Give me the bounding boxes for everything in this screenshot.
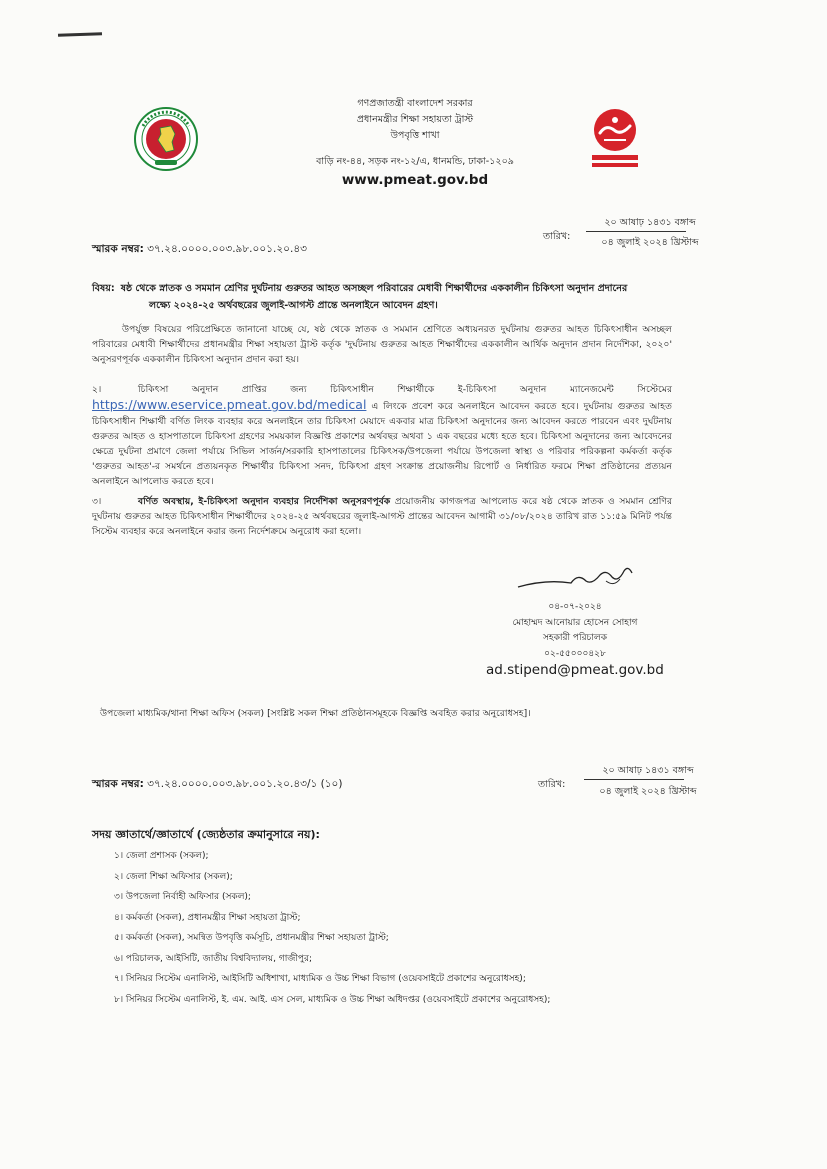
distribution-item: ২। জেলা শিক্ষা অফিসার (সকল); [114,871,233,882]
paragraph-3-number: ৩। [92,496,102,507]
date-bangla: ২০ আষাঢ় ১৪৩১ বঙ্গাব্দ [604,217,696,228]
signatory-date: ০৪-০৭-২০২৪ [548,602,602,612]
memo-label: স্মারক নম্বর: [92,243,144,255]
signatory-email[interactable]: ad.stipend@pmeat.gov.bd [486,662,664,678]
memo-number: ৩৭.২৪.০০০০.০০৩.৯৮.০০১.২০.৪৩ [147,243,307,255]
paragraph-3 [92,494,672,539]
memo-2-date-english: ০৪ জুলাই ২০২৪ খ্রিস্টাব্দ [599,786,697,797]
memo-2-number-line [92,777,342,794]
distribution-list [114,846,714,1010]
signatory-phone: ০২-৫৫০০০৪২৮ [544,648,606,659]
memo-number-line [92,242,307,259]
distribution-item: ৫। কর্মকর্তা (সকল), সমন্বিত উপবৃত্তি কর্মসূচি, প্রধানমন্ত্রীর শিক্ষা সহায়তা ট্রাস্ট; [114,933,389,943]
signatory-designation: সহকারী পরিচালক [542,633,608,643]
distribution-item: ৬। পরিচালক, আইসিটি, জাতীয় বিশ্ববিদ্যালয়, গাজীপুর; [114,953,313,964]
letterhead [230,96,600,190]
paragraph-2-number: ২। [92,384,102,395]
paragraph-3-bold: বর্ণিত অবস্থায়, ই-চিকিৎসা অনুদান ব্যবহার নির্দেশিকা অনুসরণপূর্বক [138,496,391,507]
header-line-3: উপবৃত্তি শাখা [390,130,440,141]
memo-2-date-bangla: ২০ আষাঢ় ১৪৩১ বঙ্গাব্দ [602,765,694,776]
recipient-line: উপজেলা মাধ্যমিক/থানা শিক্ষা অফিস (সকল) [সংশ্লিষ্ট সকল শিক্ষা প্রতিষ্ঠানসমূহকে বিজ্ঞপ্তি অবহিত করার অনুরোধসহ]। [100,708,531,719]
subject-label: বিষয়: [92,283,115,294]
paragraph-2-rest: এ লিংকে প্রবেশ করে অনলাইনে আবেদন করতে হবে। দুর্ঘটনায় গুরুতর আহত চিকিৎসাধীন শিক্ষার্থী বর্ণিত লিংক ব্যবহার করে অনলাইনে তার চিকিৎসা মেয়াদে একবার মাত্র চিকিৎসা অনুদানের জন্য আবেদন করতে পারবেন এবং দুর্ঘটনায় গুরুতর আহত ও হাসপাতালে চিকিৎসা গ্রহণের সময়কাল বিজ্ঞপ্তি প্রকাশের অর্থবছর অথবা ১ এক বছরের মধ্যে হতে হবে। চিকিৎসা অনুদানের জন্য আবেদনের ক্ষেত্রে দুর্ঘটনা প্রমাণে জেলা পর্যায়ে সিভিল সার্জন/সরকারি হাসপাতালের চিকিৎসক/উপজেলা পর্যায়ে উপজেলা স্বাস্থ্য ও পরিবার পরিকল্পনা কর্মকর্তা কর্তৃক 'গুরুতর আহত'-র সমর্থনে প্রত্যয়নকৃত শিক্ষার্থীর চিকিৎসা সনদ, চিকিৎসা গ্রহণ সংক্রান্ত প্রয়োজনীয় রিপোর্ট ও নির্ধারিত ফরমে শিক্ষা প্রতিষ্ঠানের প্রত্যয়ন অনলাইনে আপলোড করতে হবে। [92,401,672,487]
signatory-block [500,600,650,662]
header-line-1: গণপ্রজাতন্ত্রী বাংলাদেশ সরকার [357,98,473,109]
date-label: তারিখ: [543,231,571,242]
memo-2-date-divider [584,779,684,780]
subject-line-2: লক্ষ্যে ২০২৪-২৫ অর্থবছরের জুলাই-আগস্ট প্রান্তে অনলাইনে আবেদন গ্রহণ। [149,300,438,311]
paragraph-3-rest: প্রয়োজনীয় কাগজপত্র আপলোড করে ষষ্ঠ থেকে স্নাতক ও সমমান শ্রেণির দুর্ঘটনায় গুরুতর আহত চিকিৎসাধীন শিক্ষার্থীদের ২০২৪-২৫ অর্থবছরের জুলাই-আগস্ট প্রান্তের আবেদন আগামী ৩১/০৮/২০২৪ তারিখ রাত ১১:৫৯ মিনিট পর্যন্ত সিস্টেম ব্যবহার করে অনলাইনে করার জন্য নির্দেশক্রমে অনুরোধ করা হলো। [92,496,672,537]
memo-2-number: ৩৭.২৪.০০০০.০০৩.৯৮.০০১.২০.৪৩/১ (১০) [147,778,343,790]
paragraph-2 [92,382,672,489]
subject-line-1: ষষ্ঠ থেকে স্নাতক ও সমমান শ্রেণির দুর্ঘটনায় গুরুতর আহত অসচ্ছল পরিবারের মেধাবী শিক্ষার্থীদের এককালীন চিকিৎসা অনুদান প্রদানের [120,283,628,294]
signature-image [516,561,636,591]
distribution-item: ৪। কর্মকর্তা (সকল), প্রধানমন্ত্রীর শিক্ষা সহায়তা ট্রাস্ট; [114,912,301,923]
paragraph-1: উপর্যুক্ত বিষয়ের পরিপ্রেক্ষিতে জানানো যাচ্ছে যে, ষষ্ঠ থেকে স্নাতক ও সমমান শ্রেণিতে অধ্যয়নরত দুর্ঘটনায় গুরুতর আহত চিকিৎসাধীন অসচ্ছল পরিবারের মেধাবী শিক্ষার্থীদের প্রধানমন্ত্রীর শিক্ষা সহায়তা ট্রাস্ট কর্তৃক 'দুর্ঘটনায় গুরুতর আহত শিক্ষার্থীদের এককালীন আর্থিক অনুদান প্রদান নির্দেশিকা, ২০২০' অনুসরণপূর্বক এককালীন চিকিৎসা অনুদান প্রদান করা হয়। [92,324,672,365]
distribution-title: সদয় জ্ঞাতার্থে/জ্ঞাতার্থে (জ্যেষ্ঠতার ক্রমানুসারে নয়): [92,828,320,841]
paragraph-2-intro: চিকিৎসা অনুদান প্রাপ্তির জন্য চিকিৎসাধীন শিক্ষার্থীকে ই-চিকিৎসা অনুদান ম্যানেজমেন্ট সিস্টেমের [138,384,672,395]
subject-block [92,280,682,314]
distribution-item: ৭। সিনিয়র সিস্টেম এনালিস্ট, আইসিটি অধিশাখা, মাধ্যমিক ও উচ্চ শিক্ষা বিভাগ (ওয়েবসাইটে প্রকাশের অনুরোধসহ); [114,974,526,984]
government-seal-logo [133,106,199,172]
header-address: বাড়ি নং-৪৪, সড়ক নং-১২/এ, ধানমন্ডি, ঢাকা-১২০৯ [316,156,514,167]
distribution-item: ৩। উপজেলা নির্বাহী অফিসার (সকল); [114,892,251,902]
distribution-item: ৮। সিনিয়র সিস্টেম এনালিস্ট, ই. এম. আই. এস সেল, মাধ্যমিক ও উচ্চ শিক্ষা অধিদপ্তর (ওয়েবসাইটে প্রকাশের অনুরোধসহ); [114,994,551,1005]
memo-2-label: স্মারক নম্বর: [92,778,144,790]
header-website: www.pmeat.gov.bd [341,172,489,188]
distribution-item: ১। জেলা প্রশাসক (সকল); [114,851,209,861]
memo-2-date-label: তারিখ: [538,779,566,790]
scan-mark [58,32,102,37]
date-english: ০৪ জুলাই ২০২৪ খ্রিস্টাব্দ [601,237,699,248]
medical-service-link[interactable]: https://www.eservice.pmeat.gov.bd/medical [92,397,367,412]
signatory-name: মোহাম্মদ আনোয়ার হোসেন সোহাগ [512,617,638,628]
header-line-2: প্রধানমন্ত্রীর শিক্ষা সহায়তা ট্রাস্ট [356,114,474,125]
date-divider [586,231,686,232]
